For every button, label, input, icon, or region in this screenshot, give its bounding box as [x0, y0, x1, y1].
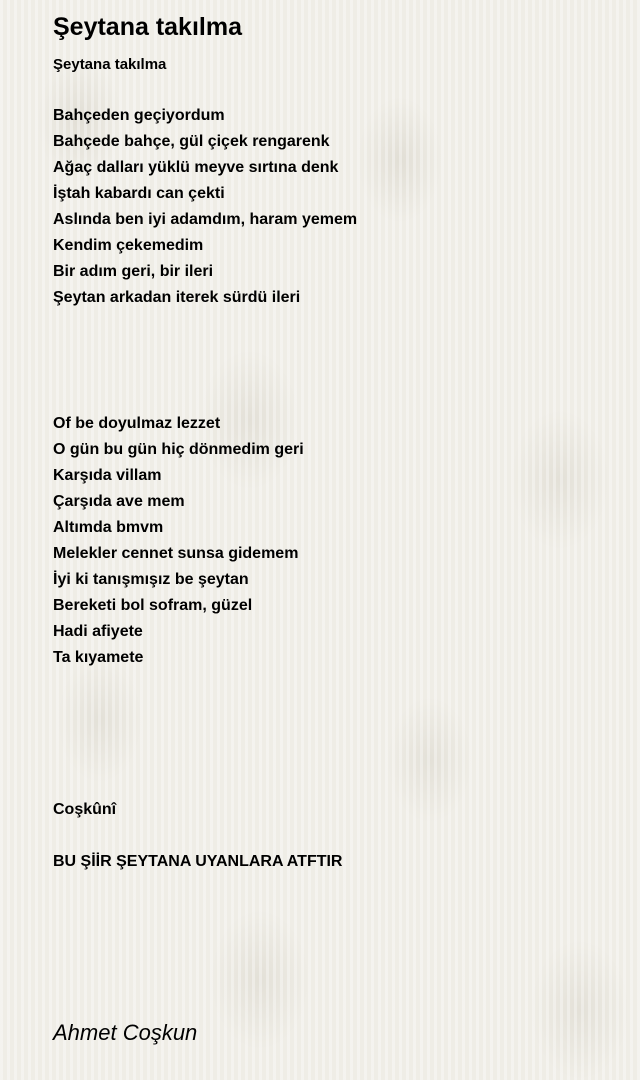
poem-line: Karşıda villam — [53, 467, 162, 484]
poem-line: O gün bu gün hiç dönmedim geri — [53, 441, 304, 458]
poem-line: Altımda bmvm — [53, 519, 164, 536]
poem-line: Kendim çekemedim — [53, 237, 204, 254]
poem-line: Of be doyulmaz lezzet — [53, 415, 221, 432]
stanza-1 — [53, 103, 357, 311]
poem-line: Bir adım geri, bir ileri — [53, 263, 214, 280]
poem-line: Hadi afiyete — [53, 623, 143, 640]
poem-line: Ta kıyamete — [53, 649, 144, 666]
poem-author: Ahmet Coşkun — [53, 1020, 198, 1045]
poem-line: İyi ki tanışmışız be şeytan — [53, 571, 249, 588]
poem-dedication: BU ŞİİR ŞEYTANA UYANLARA ATFTIR — [53, 853, 343, 870]
poem-line: Ağaç dalları yüklü meyve sırtına denk — [53, 159, 339, 176]
stanza-2 — [53, 411, 304, 671]
poem-line: Bahçede bahçe, gül çiçek rengarenk — [53, 133, 330, 150]
poem-line: Bereketi bol sofram, güzel — [53, 597, 253, 614]
poem-line: İştah kabardı can çekti — [53, 185, 225, 202]
poem-signature: Coşkûnî — [53, 801, 117, 818]
poem-title: Şeytana takılma — [53, 13, 242, 41]
poem-line: Melekler cennet sunsa gidemem — [53, 545, 299, 562]
poem-line: Çarşıda ave mem — [53, 493, 185, 510]
poem-subtitle: Şeytana takılma — [53, 56, 167, 73]
poem-line: Aslında ben iyi adamdım, haram yemem — [53, 211, 358, 228]
poem-line: Bahçeden geçiyordum — [53, 107, 225, 124]
poem-line: Şeytan arkadan iterek sürdü ileri — [53, 289, 301, 306]
